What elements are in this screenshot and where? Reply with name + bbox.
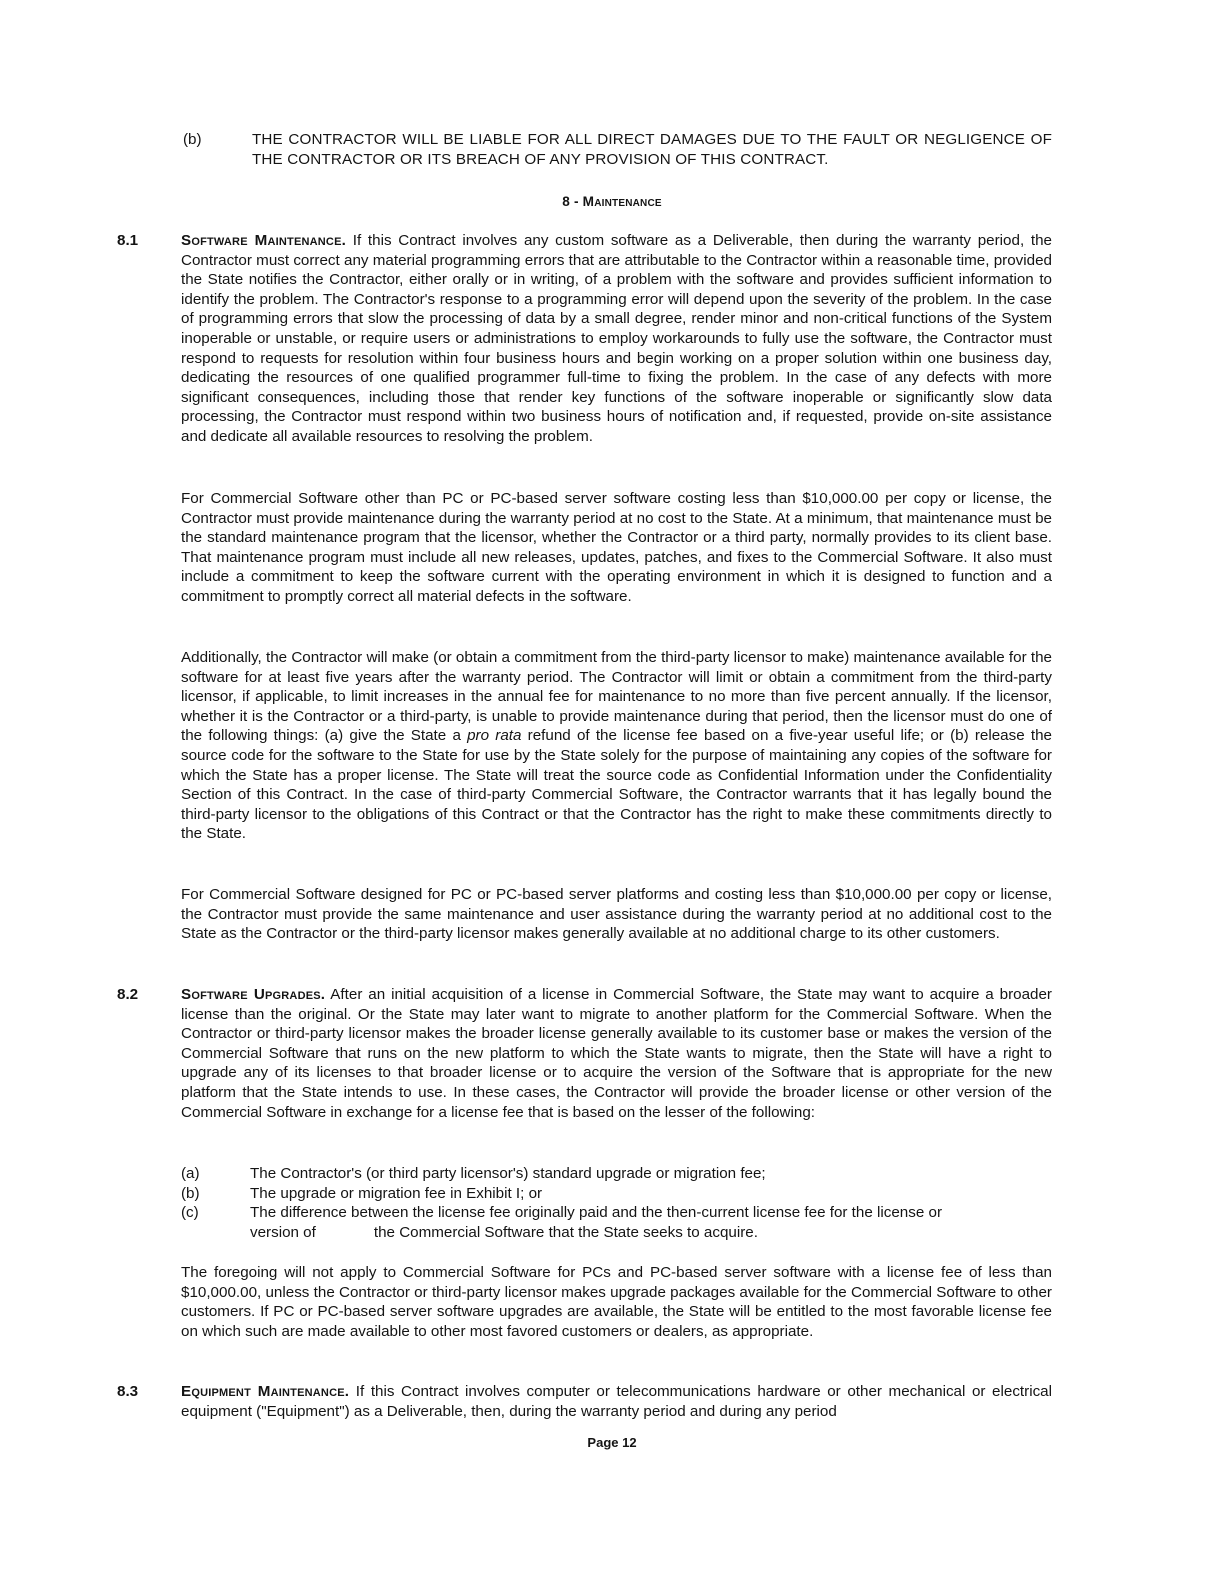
list-item-text: The Contractor's (or third party licensor's) standard upgrade or migration fee;	[250, 1165, 766, 1182]
section-8-2-number: 8.2	[117, 986, 139, 1003]
list-item-letter: (b)	[181, 1185, 200, 1202]
section-8-1-title: Software Maintenance.	[181, 232, 347, 249]
page-number: Page 12	[587, 1435, 637, 1450]
clause-b-text: THE CONTRACTOR WILL BE LIABLE FOR ALL DIRECT DAMAGES DUE TO THE FAULT OR NEGLIGENCE OF THE CONTRACTOR OR ITS BREACH OF ANY PROVISION OF THIS CONTRACT.	[252, 131, 1052, 168]
section-8-1-p3-before: Additionally, the Contractor will make (or obtain a commitment from the third-party licensor to make) maintenance available for the software for at least five years after the warranty period. The Contractor will limit or obtain a commitment from the third-party licensor, if applicable, to limit increases in the annual fee for maintenance to no more than five percent annually. If the licensor, whether it is the Contractor or a third-party, is unable to provide maintenance during that period, then the licensor must do one of the following things: (a) give the State a	[181, 649, 1052, 745]
section-8-1-paragraph-4: For Commercial Software designed for PC or PC-based server platforms and costing less than $10,000.00 per copy or license, the Contractor must provide the same maintenance and user assistance during the warranty period at no additional cost to the State as the Contractor or the third-party licensor makes generally available at no additional charge to its other customers.	[181, 886, 1052, 943]
list-item-letter: (c)	[181, 1204, 199, 1221]
list-item	[181, 1203, 1052, 1243]
section-8-1-paragraph-3	[181, 648, 1052, 844]
list-item-letter: (a)	[181, 1165, 200, 1182]
section-heading-text: 8 - Maintenance	[562, 194, 662, 209]
list-item-text: The difference between the license fee originally paid and the then-current license fee for the license or	[250, 1204, 943, 1221]
list-item-text-line2a: version of	[250, 1223, 316, 1241]
section-8-1-paragraph-2: For Commercial Software other than PC or PC-based server software costing less than $10,000.00 per copy or license, the Contractor must provide maintenance during the warranty period at no cost to the State. At a minimum, that maintenance must be the standard maintenance program that the licensor, whether the Contractor or a third party, normally provides to its client base. That maintenance program must include all new releases, updates, patches, and fixes to the Commercial Software. It also must include a commitment to keep the software current with the operating environment in which it is designed to function and a commitment to promptly correct all material defects in the software.	[181, 490, 1052, 605]
list-item-text-block	[250, 1203, 1052, 1242]
section-8-2-p1-text: After an initial acquisition of a license in Commercial Software, the State may want to acquire a broader license than the original. Or the State may later want to migrate to another platform for the Commercial Software. When the Contractor or third-party licensor makes the broader license generally available to its customer base or makes the version of the Commercial Software that runs on the new platform to which the State wants to migrate, then the State will have a right to upgrade any of its licenses to that broader license or to acquire the version of the Software that is appropriate for the new platform that the State intends to use. In these cases, the Contractor will provide the broader license or other version of the Commercial Software in exchange for a license fee that is based on the lesser of the following:	[181, 986, 1052, 1121]
list-item-text: The upgrade or migration fee in Exhibit I; or	[250, 1185, 543, 1202]
list-item	[181, 1164, 1052, 1184]
section-heading	[0, 192, 1224, 212]
section-8-2-paragraph-2: The foregoing will not apply to Commercial Software for PCs and PC-based server software with a license fee of less than $10,000.00, unless the Contractor or third-party licensor makes upgrade packages available for the Commercial Software to other customers. If PC or PC-based server software upgrades are available, the State will be entitled to the most favorable license fee on which such are made available to other most favored customers or dealers, as appropriate.	[181, 1264, 1052, 1340]
list-item	[181, 1184, 1052, 1204]
section-8-1-p3-italic: pro rata	[467, 727, 522, 745]
section-8-3-p1-text: If this Contract involves computer or telecommunications hardware or other mechanical or electrical equipment ("Equipment") as a Deliverable, then, during the warranty period and during any period	[181, 1383, 1052, 1420]
section-8-3-paragraph-1	[181, 1382, 1052, 1421]
clause-b-letter: (b)	[183, 131, 202, 148]
section-8-3-number: 8.3	[117, 1383, 139, 1400]
section-8-2-paragraph-1	[181, 985, 1052, 1122]
section-8-3-title: Equipment Maintenance.	[181, 1383, 350, 1400]
section-8-1-paragraph-1	[181, 231, 1052, 447]
list-item-text-line2b: the Commercial Software that the State seeks to acquire.	[373, 1223, 758, 1241]
section-8-2-title: Software Upgrades.	[181, 986, 326, 1003]
section-8-1-p3-after: refund of the license fee based on a five-year useful life; or (b) release the source code for the software to the State for use by the State solely for the purpose of maintaining any copies of the software for which the State has a proper license. The State will treat the source code as Confidential Information under the Confidentiality Section of this Contract. In the case of third-party Commercial Software, the Contractor warrants that it has legally bound the third-party licensor to the obligations of this Contract or that the Contractor has the right to make these commitments directly to the State.	[181, 727, 1052, 843]
section-8-1-number: 8.1	[117, 232, 139, 249]
section-8-1-p1-text: If this Contract involves any custom software as a Deliverable, then during the warranty period, the Contractor must correct any material programming errors that are attributable to the Contractor within a reasonable time, provided the State notifies the Contractor, either orally or in writing, of a problem with the software and provides sufficient information to identify the problem. The Contractor's response to a programming error will depend upon the severity of the problem. In the case of programming errors that slow the processing of data by a small degree, render minor and non-critical functions of the System inoperable or unstable, or require users or administrations to employ workarounds to fully use the software, the Contractor must respond to requests for resolution within four business hours and begin working on a proper solution within one business day, dedicating the resources of one qualified programmer full-time to fixing the problem. In the case of any defects with more significant consequences, including those that render key functions of the software inoperable or significantly slow data processing, the Contractor must respond within two business hours of notification and, if requested, provide on-site assistance and dedicate all available resources to resolving the problem.	[181, 232, 1052, 445]
